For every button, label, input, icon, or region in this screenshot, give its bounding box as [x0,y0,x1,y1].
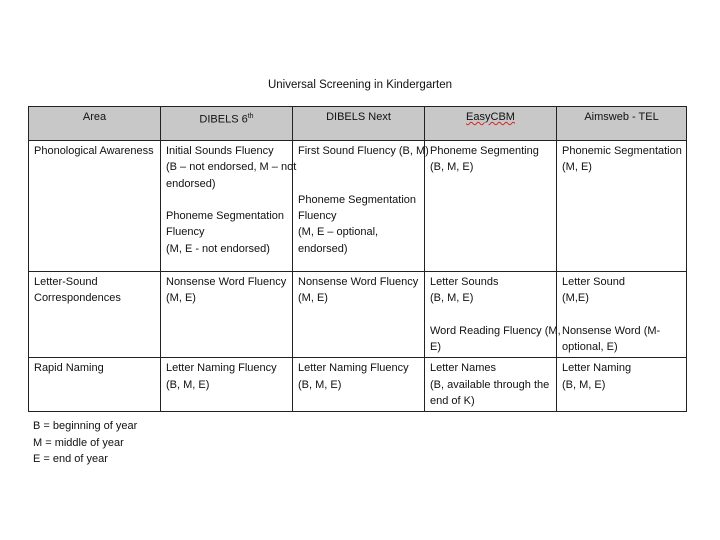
cell-line: Phoneme Segmentation [166,210,285,223]
area-cell [29,141,161,272]
header-text: Aimsweb - TEL [584,111,659,123]
cell-line: (B, M, E) [298,378,342,391]
measure-cell [557,141,687,272]
cell-line: end of K) [430,395,475,408]
cell-line: First Sound Fluency (B, M) [298,145,429,157]
cell-paragraph [166,143,297,192]
cell-line: Letter Naming Fluency [298,362,409,375]
cell-paragraph [298,143,429,159]
cell-line: (B, available through the [430,378,550,391]
cell-line: (M,E) [562,292,589,305]
measure-cell [425,272,561,358]
cell-line: (M, E) [298,292,328,305]
cell-line: (M, E) [562,161,592,174]
header-dibels-6th [161,107,293,141]
measure-cell [557,272,687,358]
header-superscript: th [247,113,254,120]
cell-line [298,159,419,175]
table-row [29,141,687,272]
measure-cell [161,141,297,272]
cell-line: Phoneme Segmentation [298,193,417,206]
header-text: DIBELS Next [326,111,391,123]
legend-item: B = beginning of year [33,420,138,432]
cell-line: Nonsense Word (M- [562,324,661,337]
cell-paragraph [430,323,561,356]
cell-paragraph [166,208,287,257]
cell-line: Letter Naming Fluency [166,362,277,375]
cell-paragraph [298,159,419,257]
measure-cell [293,141,429,272]
cell-paragraph [34,143,155,159]
cell-line: endorsed) [298,242,348,255]
cell-line: Word Reading Fluency (M, [430,324,561,337]
cell-paragraph [166,360,287,393]
cell-line: Fluency [298,210,337,223]
cell-line: Fluency [166,226,205,239]
document-title: Universal Screening in Kindergarten [267,79,453,91]
cell-line: (B, M, E) [430,292,474,305]
cell-line: (B, M, E) [430,161,474,174]
cell-paragraph [298,274,419,307]
cell-paragraph [34,360,155,376]
header-text: DIBELS 6 [199,113,248,126]
cell-line: (B – not endorsed, M – not [166,161,297,174]
cell-line: Nonsense Word Fluency [298,276,419,288]
cell-line: Rapid Naming [34,362,104,375]
cell-line: Nonsense Word Fluency [166,276,287,288]
cell-paragraph [166,274,287,307]
cell-line: (M, E) [166,292,196,305]
header-aimsweb [557,107,687,141]
cell-paragraph [562,360,681,393]
cell-line: E) [430,341,441,354]
legend-item: M = middle of year [33,436,124,449]
cell-line: Letter Names [430,362,497,375]
measure-cell [161,358,293,412]
legend-item: E = end of year [33,453,108,465]
cell-line: (B, M, E) [166,378,210,391]
header-text: Area [82,111,107,123]
cell-paragraph [430,360,551,409]
cell-line: Phoneme Segmenting [430,145,539,157]
legend [33,418,137,468]
cell-paragraph [562,274,681,307]
cell-line: optional, E) [562,341,618,354]
cell-paragraph [298,360,419,393]
cell-paragraph [562,323,681,356]
cell-line: Phonemic Segmentation [562,145,682,157]
header-row [29,107,687,141]
table-row [29,358,687,412]
cell-line: (M, E - not endorsed) [166,242,270,255]
cell-paragraph [430,274,551,307]
table-row [29,272,687,358]
cell-line: endorsed) [166,177,216,190]
cell-line [298,176,419,192]
cell-paragraph [34,274,155,307]
cell-line: (B, M, E) [562,378,606,391]
header-text: EasyCBM [466,111,515,123]
cell-line: (M, E – optional, [298,226,379,239]
measure-cell [425,358,557,412]
cell-line: Letter Sounds [430,276,499,288]
cell-line: Letter Sound [562,276,625,288]
cell-line: Correspondences [34,292,121,305]
cell-line: Phonological Awareness [34,145,154,157]
area-cell [29,272,161,358]
measure-cell [293,358,425,412]
header-area [29,107,161,141]
screening-table [28,106,687,412]
measure-cell [293,272,425,358]
cell-line: Initial Sounds Fluency [166,145,274,157]
measure-cell [161,272,293,358]
cell-line: Letter Naming [562,362,632,375]
cell-paragraph [562,143,681,176]
cell-paragraph [430,143,551,176]
cell-line: Letter-Sound [34,276,98,288]
measure-cell [425,141,557,272]
header-dibels-next [293,107,425,141]
measure-cell [557,358,687,412]
area-cell [29,358,161,412]
header-easycbm [425,107,557,141]
